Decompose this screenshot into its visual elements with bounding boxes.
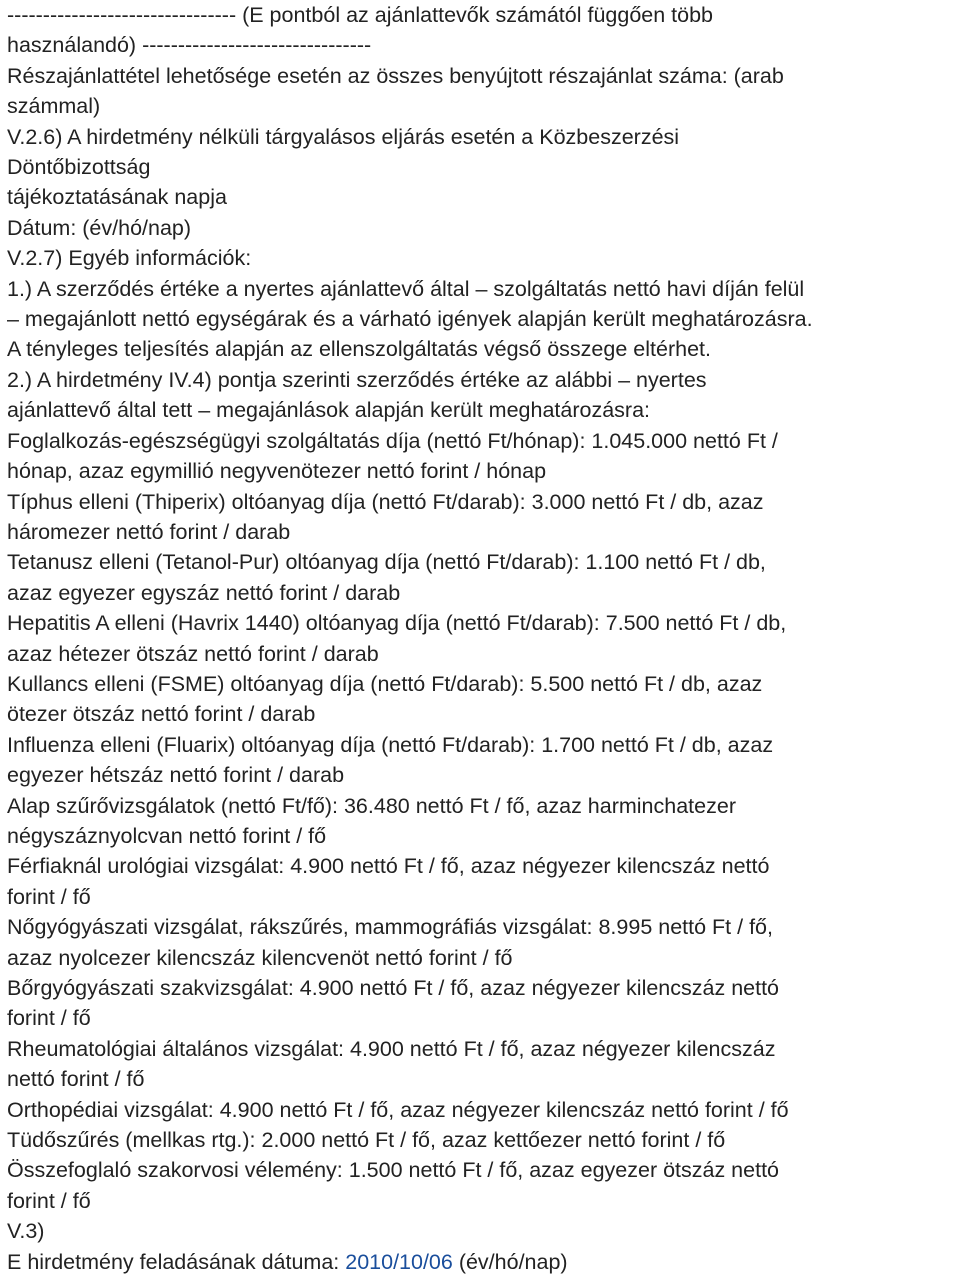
text-line: ajánlattevő által tett – megajánlások alapján került meghatározásra: — [7, 398, 650, 423]
text-line: 1.) A szerződés értéke a nyertes ajánlattevő által – szolgáltatás nettó havi díján felül — [7, 276, 805, 301]
price-item: azaz hétezer ötszáz nettó forint / darab — [7, 641, 379, 666]
price-item: hónap, azaz egymillió negyvenötezer nettó forint / hónap — [7, 459, 547, 484]
price-item: Hepatitis A elleni (Havrix 1440) oltóanyag díja (nettó Ft/darab): 7.500 nettó Ft / db, — [7, 611, 787, 636]
price-item: Orthopédiai vizsgálat: 4.900 nettó Ft / fő, azaz négyezer kilencszáz nettó forint / fő — [7, 1097, 789, 1122]
price-item: ötezer ötszáz nettó forint / darab — [7, 702, 316, 727]
price-item: Rheumatológiai általános vizsgálat: 4.900 nettó Ft / fő, azaz négyezer kilencszáz — [7, 1036, 776, 1061]
section-heading: V.2.7) Egyéb információk: — [7, 246, 252, 271]
text-line: Döntőbizottság — [7, 155, 151, 180]
publication-date-line — [7, 1247, 957, 1277]
price-item: forint / fő — [7, 1188, 91, 1213]
price-item: azaz egyezer egyszáz nettó forint / darab — [7, 580, 401, 605]
price-item: Bőrgyógyászati szakvizsgálat: 4.900 nettó Ft / fő, azaz négyezer kilencszáz nettó — [7, 976, 780, 1000]
price-item: Összefoglaló szakorvosi vélemény: 1.500 nettó Ft / fő, azaz egyezer ötszáz nettó — [7, 1158, 780, 1183]
price-item: Típhus elleni (Thiperix) oltóanyag díja (nettó Ft/darab): 3.000 nettó Ft / db, azaz — [7, 489, 764, 514]
price-item: forint / fő — [7, 884, 91, 909]
section-heading: V.2.6) A hirdetmény nélküli tárgyalásos eljárás esetén a Közbeszerzési — [7, 124, 680, 149]
text-line: Részajánlattétel lehetősége esetén az összes benyújtott részajánlat száma: (arab — [7, 63, 784, 88]
price-item: Influenza elleni (Fluarix) oltóanyag díja (nettó Ft/darab): 1.700 nettó Ft / db, azaz — [7, 732, 774, 757]
section-heading: V.3) — [7, 1219, 45, 1244]
price-item: Foglalkozás-egészségügyi szolgáltatás díja (nettó Ft/hónap): 1.045.000 nettó Ft / — [7, 428, 778, 453]
publication-date-label: E hirdetmény feladásának dátuma: — [7, 1249, 346, 1274]
price-item: Nőgyógyászati vizsgálat, rákszűrés, mammográfiás vizsgálat: 8.995 nettó Ft / fő, — [7, 915, 773, 940]
text-line: -------------------------------- (E pontból az ajánlattevők számától függően több — [7, 3, 714, 27]
price-item: Férfiaknál urológiai vizsgálat: 4.900 nettó Ft / fő, azaz négyezer kilencszáz nettó — [7, 854, 770, 879]
text-line: 2.) A hirdetmény IV.4) pontja szerinti szerződés értéke az alábbi – nyertes — [7, 367, 707, 392]
text-line: tájékoztatásának napja — [7, 185, 227, 210]
price-item: Kullancs elleni (FSME) oltóanyag díja (nettó Ft/darab): 5.500 nettó Ft / db, azaz — [7, 671, 763, 696]
price-item: háromezer nettó forint / darab — [7, 519, 291, 544]
price-item: Tetanusz elleni (Tetanol-Pur) oltóanyag díja (nettó Ft/darab): 1.100 nettó Ft / db, — [7, 550, 766, 575]
date-field-label: Dátum: (év/hó/nap) — [7, 215, 192, 240]
price-item: egyezer hétszáz nettó forint / darab — [7, 763, 345, 788]
text-line: számmal) — [7, 94, 101, 119]
price-item: forint / fő — [7, 1006, 91, 1031]
price-item: Tüdőszűrés (mellkas rtg.): 2.000 nettó Ft / fő, azaz kettőezer nettó forint / fő — [7, 1128, 726, 1153]
publication-date-value: 2010/10/06 — [345, 1249, 453, 1274]
document-body — [7, 0, 957, 1277]
publication-date-format: (év/hó/nap) — [452, 1249, 568, 1274]
text-line: – megajánlott nettó egységárak és a várható igények alapján került meghatározásra. — [7, 307, 813, 332]
text-line: A tényleges teljesítés alapján az ellenszolgáltatás végső összege eltérhet. — [7, 337, 711, 362]
text-line: használandó) -------------------------------- — [7, 33, 372, 58]
price-item: azaz nyolcezer kilencszáz kilencvenöt nettó forint / fő — [7, 945, 513, 970]
price-item: Alap szűrővizsgálatok (nettó Ft/fő): 36.480 nettó Ft / fő, azaz harminchatezer — [7, 793, 736, 818]
price-item: nettó forint / fő — [7, 1067, 145, 1092]
price-item: négyszáznyolcvan nettó forint / fő — [7, 823, 327, 848]
